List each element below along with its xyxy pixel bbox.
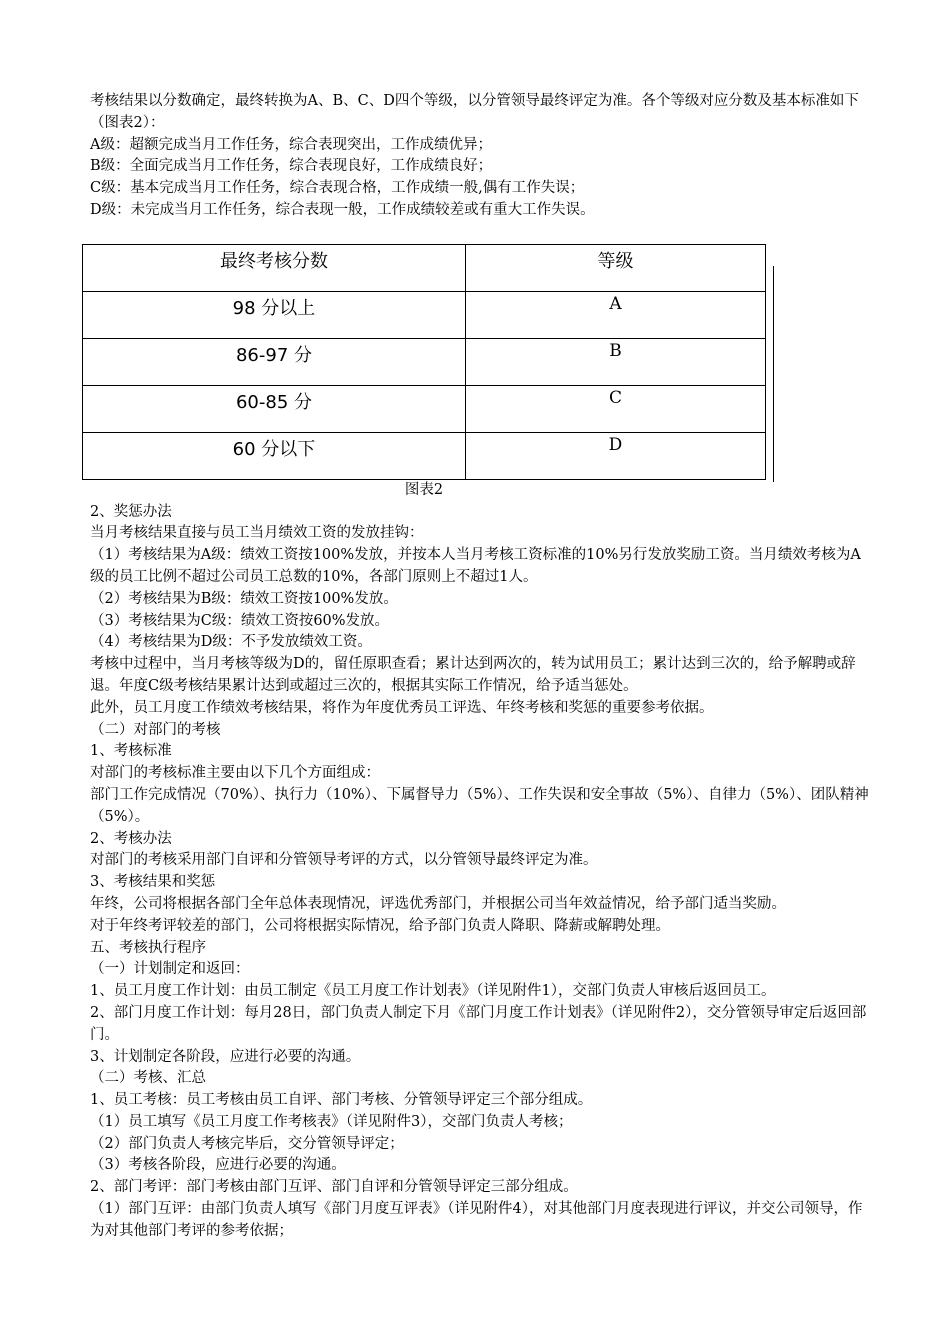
body-paragraph: 考核中过程中，当月考核等级为D的，留任原职查看；累计达到两次的，转为试用员工；累计达到三次的，给予解聘或辞退。年度C级考核结果累计达到或超过三次的，根据其实际工作情况，给予适当惩处。 [90,656,856,694]
body-paragraph: （4）考核结果为D级：不予发放绩效工资。 [90,634,372,651]
table-caption: 图表2 [404,481,444,498]
grade-a-description: A级：超额完成当月工作任务，综合表现突出，工作成绩优异； [90,136,492,153]
grade-c-description: C级：基本完成当月工作任务，综合表现合格，工作成绩一般,偶有工作失误； [90,180,585,197]
body-paragraph: （1）考核结果为A级：绩效工资按100%发放，并按本人当月考核工资标准的10%另行发放奖励工资。当月绩效考核为A级的员工比例不超过公司员工总数的10%，各部门原则上不超过1人。 [90,547,861,585]
body-paragraph: 2、部门考评：部门考核由部门互评、部门自评和分管领导评定三部分组成。 [90,1179,578,1196]
body-paragraph: （3）考核结果为C级：绩效工资按60%发放。 [90,612,390,629]
table-row [83,385,766,432]
table-cell-score: 60 分以下 [83,432,466,479]
table-row [83,338,766,385]
table-cell-score: 60-85 分 [83,385,466,432]
body-paragraph: 当月考核结果直接与员工当月绩效工资的发放挂钩： [90,525,424,542]
body-paragraph: （1）部门互评：由部门负责人填写《部门月度互评表》（详见附件4），对其他部门月度表现进行评议，并交公司领导，作为对其他部门考评的参考依据； [90,1201,863,1239]
body-paragraph: 部门工作完成情况（70%）、执行力（10%）、下属督导力（5%）、工作失误和安全事故（5%）、自律力（5%）、团队精神（5%）。 [90,786,869,825]
intro-section [90,91,870,222]
grade-table-wrapper [90,244,870,480]
body-paragraph: 此外，员工月度工作绩效考核结果，将作为年度优秀员工评选、年终考核和奖惩的重要参考依据。 [90,699,714,716]
body-paragraph: 对部门的考核采用部门自评和分管领导考评的方式，以分管领导最终评定为准。 [90,852,598,869]
body-paragraph: 1、考核标准 [90,743,172,760]
body-paragraph: 3、计划制定各阶段，应进行必要的沟通。 [90,1048,361,1065]
grade-b-description: B级：全面完成当月工作任务，综合表现良好，工作成绩良好； [90,158,493,175]
document-page [90,91,870,1243]
body-paragraph: （2）考核结果为B级：绩效工资按100%发放。 [90,590,398,607]
table-row [83,432,766,479]
body-paragraph: （2）部门负责人考核完毕后，交分管领导评定； [90,1135,404,1152]
table-right-rule [772,266,774,482]
body-paragraph: （1）员工填写《员工月度工作考核表》（详见附件3），交部门负责人考核； [90,1113,573,1130]
body-paragraph: 年终，公司将根据各部门全年总体表现情况，评选优秀部门，并根据公司当年效益情况，给予部门适当奖励。 [90,895,786,912]
table-row [83,291,766,338]
body-paragraph: 1、员工考核：员工考核由员工自评、部门考核、分管领导评定三个部分组成。 [90,1092,593,1109]
grade-table [82,244,766,480]
body-section [90,502,870,1243]
body-paragraph: 2、奖惩办法 [90,503,172,520]
body-paragraph: 对于年终考评较差的部门，公司将根据实际情况，给予部门负责人降职、降薪或解聘处理。 [90,917,670,934]
body-paragraph: 2、部门月度工作计划：每月28日，部门负责人制定下月《部门月度工作计划表》（详见附件2），交分管领导审定后返回部门。 [90,1004,867,1043]
body-paragraph: （3）考核各阶段，应进行必要的沟通。 [90,1157,346,1174]
body-paragraph: 1、员工月度工作计划：由员工制定《员工月度工作计划表》（详见附件1），交部门负责人审核后返回员工。 [90,983,776,1000]
grade-d-description: D级：未完成当月工作任务，综合表现一般，工作成绩较差或有重大工作失误。 [90,201,595,218]
body-paragraph: 五、考核执行程序 [90,939,206,956]
body-paragraph: （一）计划制定和返回： [90,961,250,978]
table-cell-grade: C [466,385,766,432]
body-paragraph: （二）对部门的考核 [90,721,221,738]
intro-paragraph: 考核结果以分数确定，最终转换为A、B、C、D四个等级，以分管领导最终评定为准。各个等级对应分数及基本标准如下（图表2）： [90,93,859,131]
table-cell-score: 86-97 分 [83,338,466,385]
body-paragraph: 3、考核结果和奖惩 [90,874,216,891]
table-cell-grade: D [466,432,766,479]
body-paragraph: 对部门的考核标准主要由以下几个方面组成： [90,765,380,782]
table-header-grade: 等级 [466,244,766,291]
table-cell-grade: B [466,338,766,385]
table-cell-grade: A [466,291,766,338]
table-header-row [83,244,766,291]
body-paragraph: 2、考核办法 [90,830,172,847]
table-header-score: 最终考核分数 [83,244,466,291]
table-cell-score: 98 分以上 [83,291,466,338]
body-paragraph: （二）考核、汇总 [90,1070,206,1087]
